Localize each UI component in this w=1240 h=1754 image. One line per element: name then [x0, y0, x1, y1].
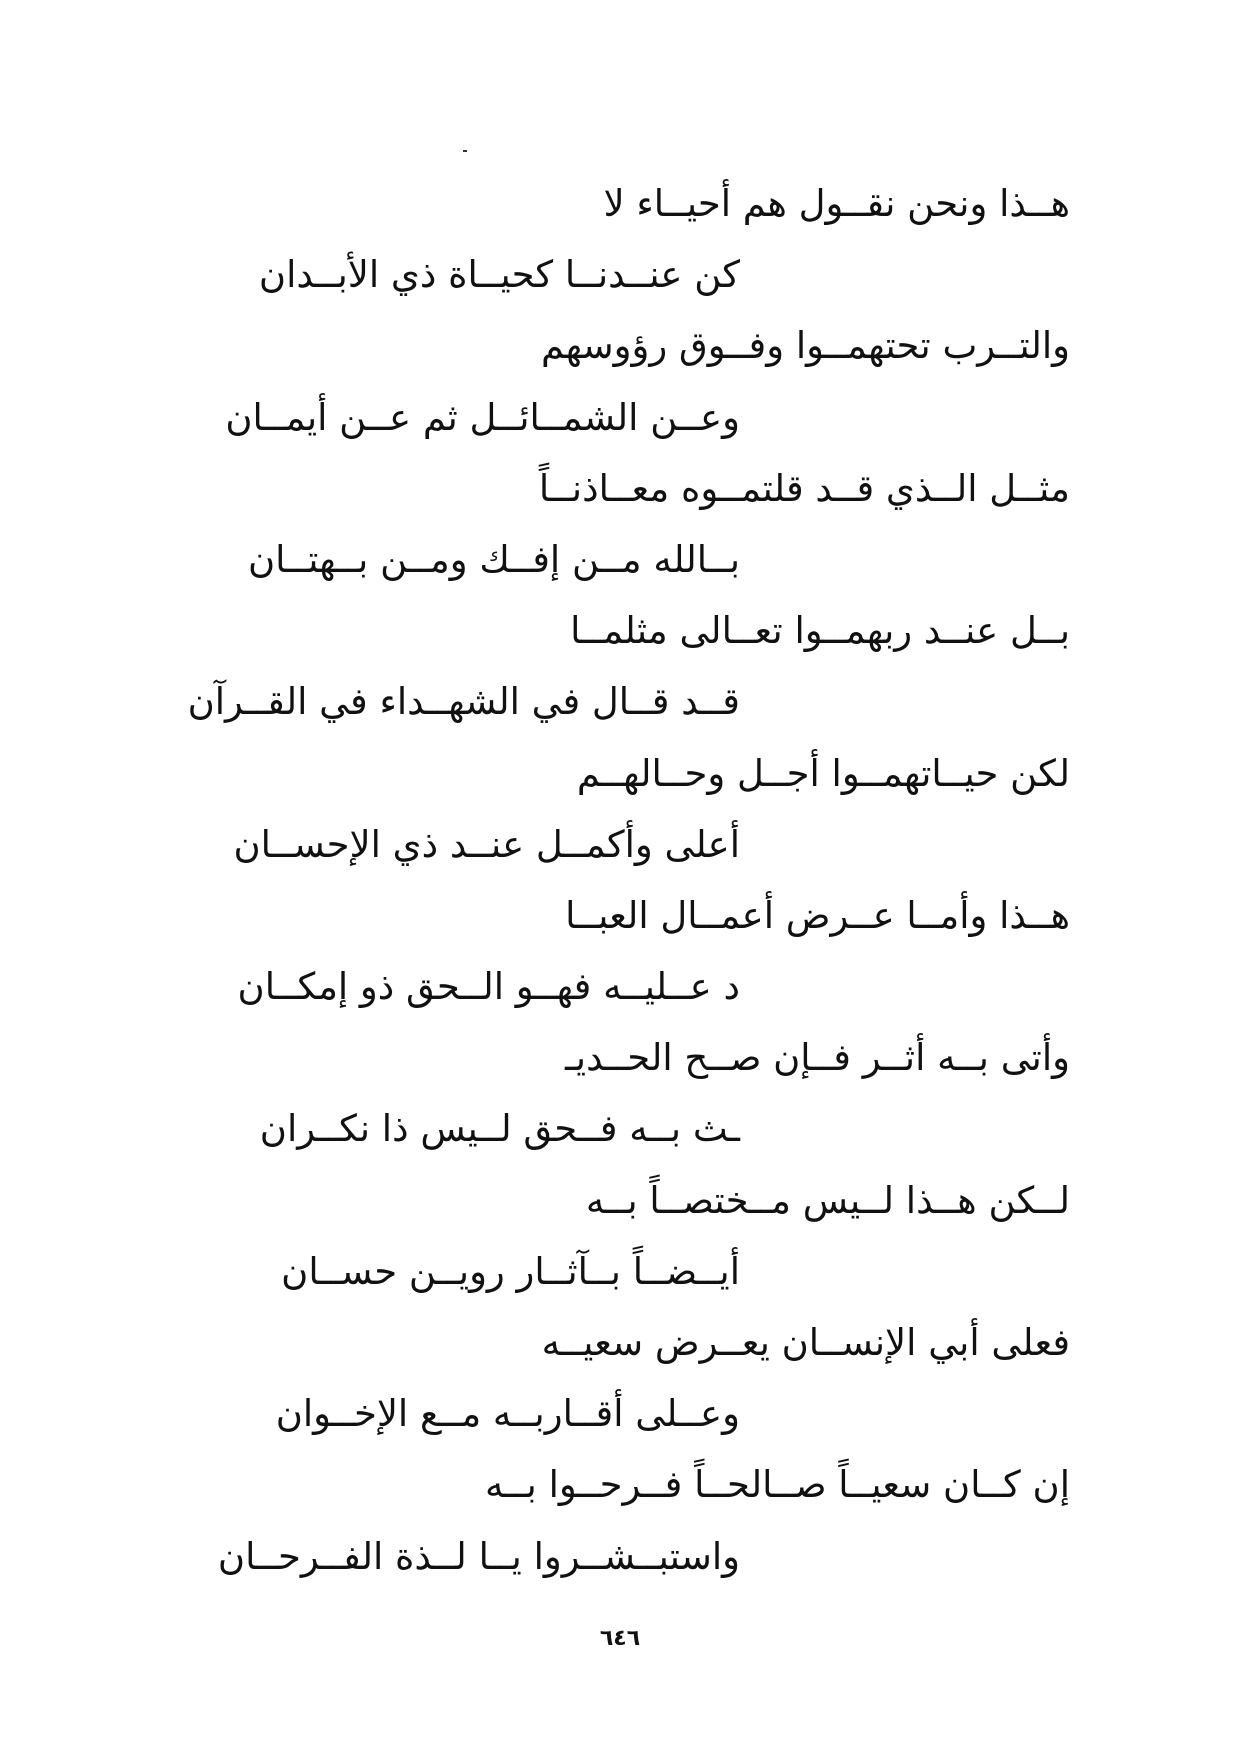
verse-line-2: كن عنــدنــا كحيــاة ذي الأبــدان: [258, 253, 740, 297]
verse-line-14: ـث بــه فــحق لــيس ذا نكــران: [259, 1107, 740, 1151]
verse-line-9: لكن حيــاتهمــوا أجــل وحــالهــم: [576, 751, 1070, 795]
poem-body: [0, 168, 1240, 1592]
verse-line-18: وعــلى أقــاربــه مــع الإخــوان: [275, 1392, 740, 1436]
verse-line-7: بــل عنــد ربهمــوا تعــالى مثلمــا: [570, 609, 1070, 653]
verse-line-12: د عــليــه فهــو الــحق ذو إمكــان: [237, 965, 740, 1009]
verse-line-17: فعلى أبي الإنســان يعــرض سعيــه: [541, 1321, 1070, 1364]
verse-line-20: واستبــشــروا يــا لــذة الفــرحــان: [217, 1534, 740, 1578]
verse-line-13: وأتى بــه أثــر فــإن صــح الحــديـ: [564, 1036, 1070, 1080]
verse-line-11: هــذا وأمــا عــرض أعمــال العبــا: [565, 893, 1070, 937]
verse-line-5: مثــل الــذي قــد قلتمــوه معــاذنــاً: [538, 466, 1070, 510]
scan-speck: [463, 150, 467, 152]
verse-line-16: أيــضــاً بــآثــار رويــن حســان: [281, 1249, 740, 1293]
verse-line-1: هــذا ونحن نقــول هم أحيــاء لا: [603, 182, 1070, 225]
verse-line-4: وعــن الشمــائــل ثم عــن أيمــان: [225, 395, 740, 439]
verse-line-3: والتــرب تحتهمــوا وفــوق رؤوسهم: [540, 324, 1070, 368]
page-number: ٦٤٦: [599, 1626, 641, 1651]
verse-line-15: لــكن هــذا لــيس مــختصــاً بــه: [585, 1178, 1070, 1222]
verse-line-10: أعلى وأكمــل عنــد ذي الإحســان: [233, 822, 740, 866]
verse-line-19: إن كــان سعيــاً صــالحــاً فــرحــوا بــه: [485, 1463, 1070, 1507]
verse-line-8: قــد قــال في الشهــداء في القــرآن: [187, 680, 740, 724]
verse-line-6: بــالله مــن إفــك ومــن بــهتــان: [247, 537, 740, 581]
